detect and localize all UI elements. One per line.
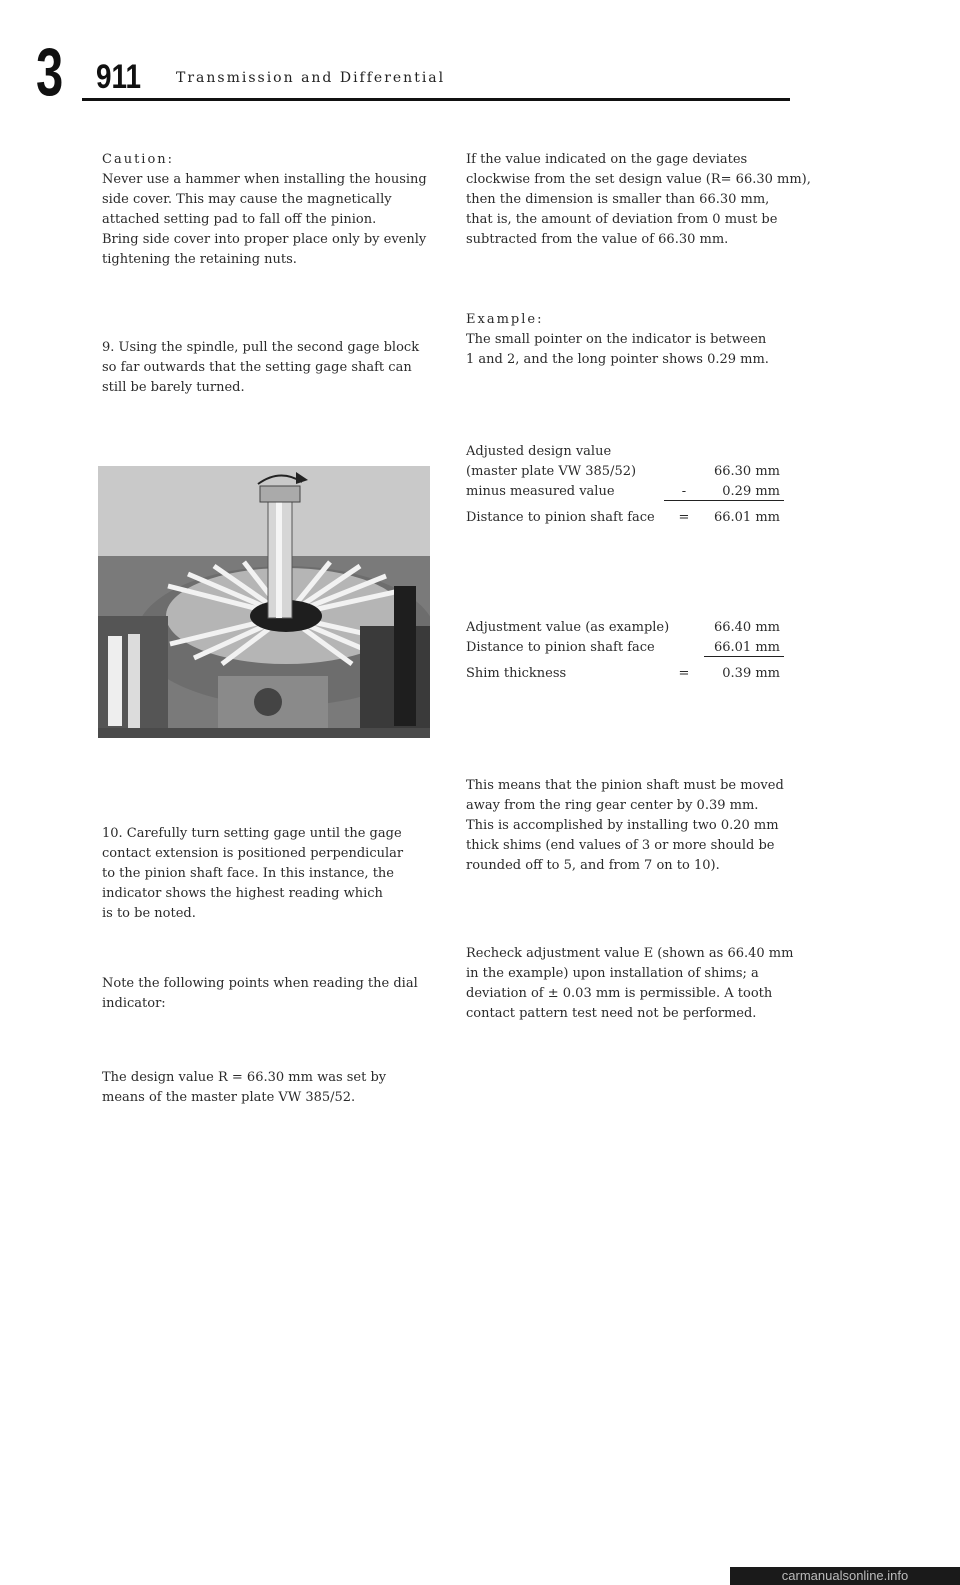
- recheck-paragraph: Recheck adjustment value E (shown as 66.40 mm in the example) upon installation of shims; a deviation of ± 0.03 mm is permissible. A tooth contact pattern test need not be performed.: [466, 946, 794, 1021]
- example-body: The small pointer on the indicator is between 1 and 2, and the long pointer shows 0.29 mm.: [466, 332, 769, 367]
- calc1-underline: [664, 500, 784, 501]
- calc1-label-b: (master plate VW 385/52): [466, 464, 637, 479]
- caution-body: Never use a hammer when installing the housing side cover. This may cause the magnetically attached setting pad to fall off the pinion. Bring side cover into proper place only by evenly tightening the retaining nuts.: [102, 172, 427, 267]
- calc2-value-3: 0.39 mm: [722, 666, 780, 681]
- deviation-paragraph: If the value indicated on the gage deviates clockwise from the set design value (R= 66.30 mm), then the dimension is smaller than 66.30 mm, that is, the amount of deviation from 0 must be subtracted from the value of 66.30 mm.: [466, 152, 811, 247]
- calc2-label-1: Adjustment value (as example): [466, 620, 670, 635]
- photo-illustration: [98, 466, 430, 738]
- calc2-equals-sign: =: [678, 666, 690, 681]
- model-number: 911: [96, 58, 141, 96]
- calc1-value-2: 0.29 mm: [722, 484, 780, 499]
- calc2-label-3: Shim thickness: [466, 666, 567, 681]
- calc1-value-1: 66.30 mm: [713, 464, 780, 479]
- setting-gage-photo: [98, 466, 430, 738]
- calc1-value-3: 66.01 mm: [713, 510, 780, 525]
- calc2-value-2: 66.01 mm: [713, 640, 780, 655]
- step-10: 10. Carefully turn setting gage until the gage contact extension is positioned perpendicular to the pinion shaft face. In this instance, the indicator shows the highest reading which is to be noted.: [102, 826, 404, 921]
- calc2-value-1: 66.40 mm: [713, 620, 780, 635]
- example-heading: Example:: [466, 312, 544, 327]
- calc1-label-3: Distance to pinion shaft face: [466, 510, 655, 525]
- calc1-equals-sign: =: [678, 510, 690, 525]
- calc2-underline: [704, 656, 784, 657]
- calc1-label-a: Adjusted design value: [466, 444, 612, 459]
- design-value-text: The design value R = 66.30 mm was set by means of the master plate VW 385/52.: [102, 1070, 387, 1105]
- calc2-label-2: Distance to pinion shaft face: [466, 640, 655, 655]
- header-rule: [82, 98, 790, 101]
- calc1-minus-sign: -: [681, 484, 687, 499]
- step-9: 9. Using the spindle, pull the second gage block so far outwards that the setting gage shaft can still be barely turned.: [102, 340, 420, 395]
- chapter-number: 3: [36, 34, 64, 110]
- shim-explanation: This means that the pinion shaft must be moved away from the ring gear center by 0.39 mm. This is accomplished by installing two 0.20 mm thick shims (end values of 3 or more should be rounded off to 5, and from 7 on to 10).: [466, 778, 784, 873]
- calc1-label-2: minus measured value: [466, 484, 615, 499]
- section-title: Transmission and Differential: [176, 70, 446, 86]
- reading-note: Note the following points when reading the dial indicator:: [102, 976, 418, 1011]
- watermark-banner: carmanualsonline.info: [730, 1567, 960, 1585]
- caution-heading: Caution:: [102, 152, 175, 167]
